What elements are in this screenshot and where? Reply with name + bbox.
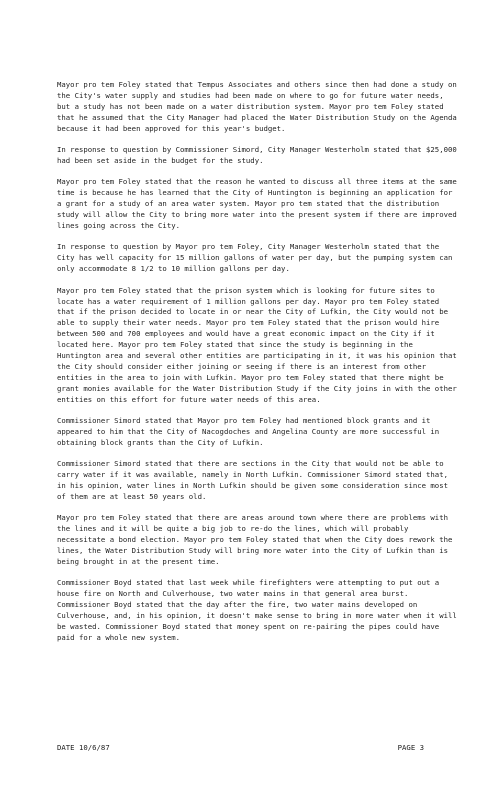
page-footer — [57, 743, 459, 752]
paragraph: Commissioner Boyd stated that last week while firefighters were attempting to put out a house fire on North and Culverhouse, two water mains in that general area burst. Commissioner Boyd stated that the day after the fire, two water mains developed on Culverhouse, and, in his opinion, it doesn't make sense to bring in more water when it will be wasted. Commissioner Boyd stated that money spent on re-pairing the pipes could have paid for a whole new system. — [57, 578, 457, 642]
footer-date: DATE 10/6/87 — [57, 743, 110, 752]
footer-page-number: PAGE 3 — [397, 743, 424, 752]
paragraph: Commissioner Simord stated that there are sections in the City that would not be able to carry water if it was available, namely in North Lufkin. Commissioner Simord stated that, in his opinion, water lines in North Lufkin should be given some consideration since most of them are at least 50 years old. — [57, 459, 448, 501]
paragraph: Mayor pro tem Foley stated that Tempus Associates and others since then had done a study on the City's water supply and studies had been made on where to go for future water needs, but a study has not been made on a water distribution system. Mayor pro tem Foley stated that he assumed that the City Manager had placed the Water Distribution Study on the Agenda because it had been approved for this year's budget. — [57, 80, 457, 133]
paragraph: Mayor pro tem Foley stated that the reason he wanted to discuss all three items at the same time is because he has learned that the City of Huntington is beginning an application for a grant for a study of an area water system. Mayor pro tem stated that the distribution study will allow the City to bring more water into the present system if there are improved lines going across the City. — [57, 177, 457, 230]
paragraph: In response to question by Commissioner Simord, City Manager Westerholm stated that $25,000 had been set aside in the budget for the study. — [57, 145, 457, 165]
paragraph: Mayor pro tem Foley stated that there are areas around town where there are problems with the lines and it will be quite a big job to re-do the lines, which will probably necessitate a bond election. Mayor pro tem Foley stated that when the City does rework the lines, the Water Distribution Study will bring more water into the City of Lufkin than is being brought in at the present time. — [57, 513, 453, 567]
paragraph: Mayor pro tem Foley stated that the prison system which is looking for future sites to locate has a water requirement of 1 million gallons per day. Mayor pro tem Foley stated that if the prison decided to locate in or near the City of Lufkin, the City would not be able to supply their water needs. Mayor pro tem Foley stated that the prison would hire between 500 and 700 employees and would have a great economic impact on the City if it located here. Mayor pro tem Foley stated that since the study is beginning in the Huntington area and several other entities are participating in it, it was his opinion that the City should consider either joining or seeing if there is an interest from other entities in the area to join with Lufkin. Mayor pro tem Foley stated that there might be grant monies available for the Water Distribution Study if the City joins in with the other entities on this effort for future water needs of this area. — [57, 285, 457, 404]
paragraph: Commissioner Simord stated that Mayor pro tem Foley had mentioned block grants and it appeared to him that the City of Nacogdoches and Angelina County are more successful in obtaining block grants than the City of Lufkin. — [57, 416, 440, 447]
paragraph: In response to question by Mayor pro tem Foley, City Manager Westerholm stated that the City has well capacity for 15 million gallons of water per day, but the pumping system can only accommodate 8 1/2 to 10 million gallons per day. — [57, 242, 453, 274]
